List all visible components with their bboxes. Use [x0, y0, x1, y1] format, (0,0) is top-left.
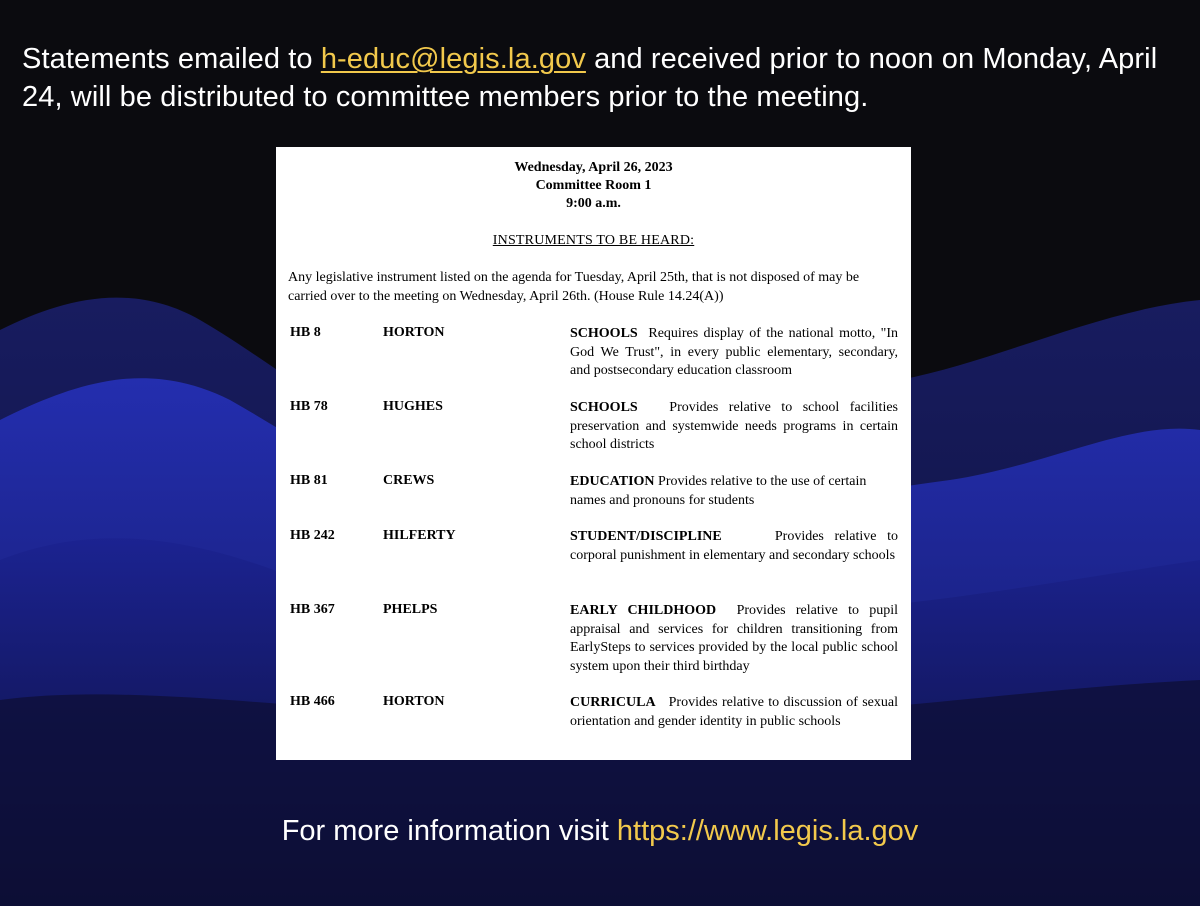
bill-author: HUGHES — [383, 399, 443, 414]
bill-author: HORTON — [383, 694, 445, 709]
bill-number: HB 78 — [290, 399, 328, 414]
notice-suffix: and received prior to noon on Monday, April 24, will be distributed to committee members prior to the meeting. — [22, 43, 1158, 113]
meeting-time: 9:00 a.m. — [566, 196, 621, 211]
email-link[interactable]: h-educ@legis.la.gov — [320, 43, 586, 75]
agenda-intro: Any legislative instrument listed on the agenda for Tuesday, April 25th, that is not disposed of may be carried over to the meeting on Wednesday, April 26th. (House Rule 14.24(A)) — [288, 270, 860, 304]
meeting-date: Wednesday, April 26, 2023 — [514, 160, 673, 175]
bill-description — [570, 602, 898, 676]
bill-summary: Provides relative to corporal punishment in elementary and secondary schools — [570, 529, 898, 563]
bill-subject: STUDENT/DISCIPLINE — [570, 529, 722, 544]
bill-summary: Provides relative to discussion of sexual orientation and gender identity in public schools — [570, 695, 899, 729]
meeting-room: Committee Room 1 — [535, 178, 652, 193]
bill-number: HB 466 — [290, 694, 335, 709]
bill-subject: SCHOOLS — [570, 326, 638, 341]
bill-description — [570, 694, 898, 731]
bill-author: HORTON — [383, 325, 445, 340]
statements-notice — [22, 40, 1182, 116]
bill-summary: Provides relative to the use of certain names and pronouns for students — [570, 474, 867, 508]
bill-author: PHELPS — [383, 602, 438, 617]
agenda-document — [276, 147, 911, 760]
bill-author: CREWS — [383, 473, 435, 488]
bill-description — [570, 325, 898, 381]
meeting-details — [276, 159, 911, 213]
bill-number: HB 81 — [290, 473, 328, 488]
instruments-heading: INSTRUMENTS TO BE HEARD: — [492, 233, 695, 248]
bill-author: HILFERTY — [383, 528, 456, 543]
bill-description — [570, 473, 898, 510]
website-link[interactable]: https://www.legis.la.gov — [616, 815, 919, 847]
more-info-prefix: For more information visit — [281, 815, 617, 847]
bill-subject: SCHOOLS — [570, 400, 638, 415]
bill-number: HB 242 — [290, 528, 335, 543]
bill-subject: CURRICULA — [570, 695, 656, 710]
bill-summary: Provides relative to school facilities preservation and systemwide needs programs in certain school districts — [570, 400, 898, 452]
bill-summary: Requires display of the national motto, "In God We Trust", in every public elementary, secondary, and postsecondary education classroom — [570, 326, 898, 378]
more-info — [0, 812, 1200, 850]
bill-subject: EARLY CHILDHOOD — [570, 603, 717, 618]
notice-prefix: Statements emailed to — [22, 43, 321, 75]
bill-summary: Provides relative to pupil appraisal and services for children transitioning from EarlySteps to services provided by the local public school system upon their third birthday — [570, 603, 898, 674]
bill-description — [570, 528, 898, 565]
bill-description — [570, 399, 898, 455]
bill-number: HB 8 — [290, 325, 321, 340]
bill-number: HB 367 — [290, 602, 335, 617]
bill-subject: EDUCATION — [570, 474, 655, 489]
